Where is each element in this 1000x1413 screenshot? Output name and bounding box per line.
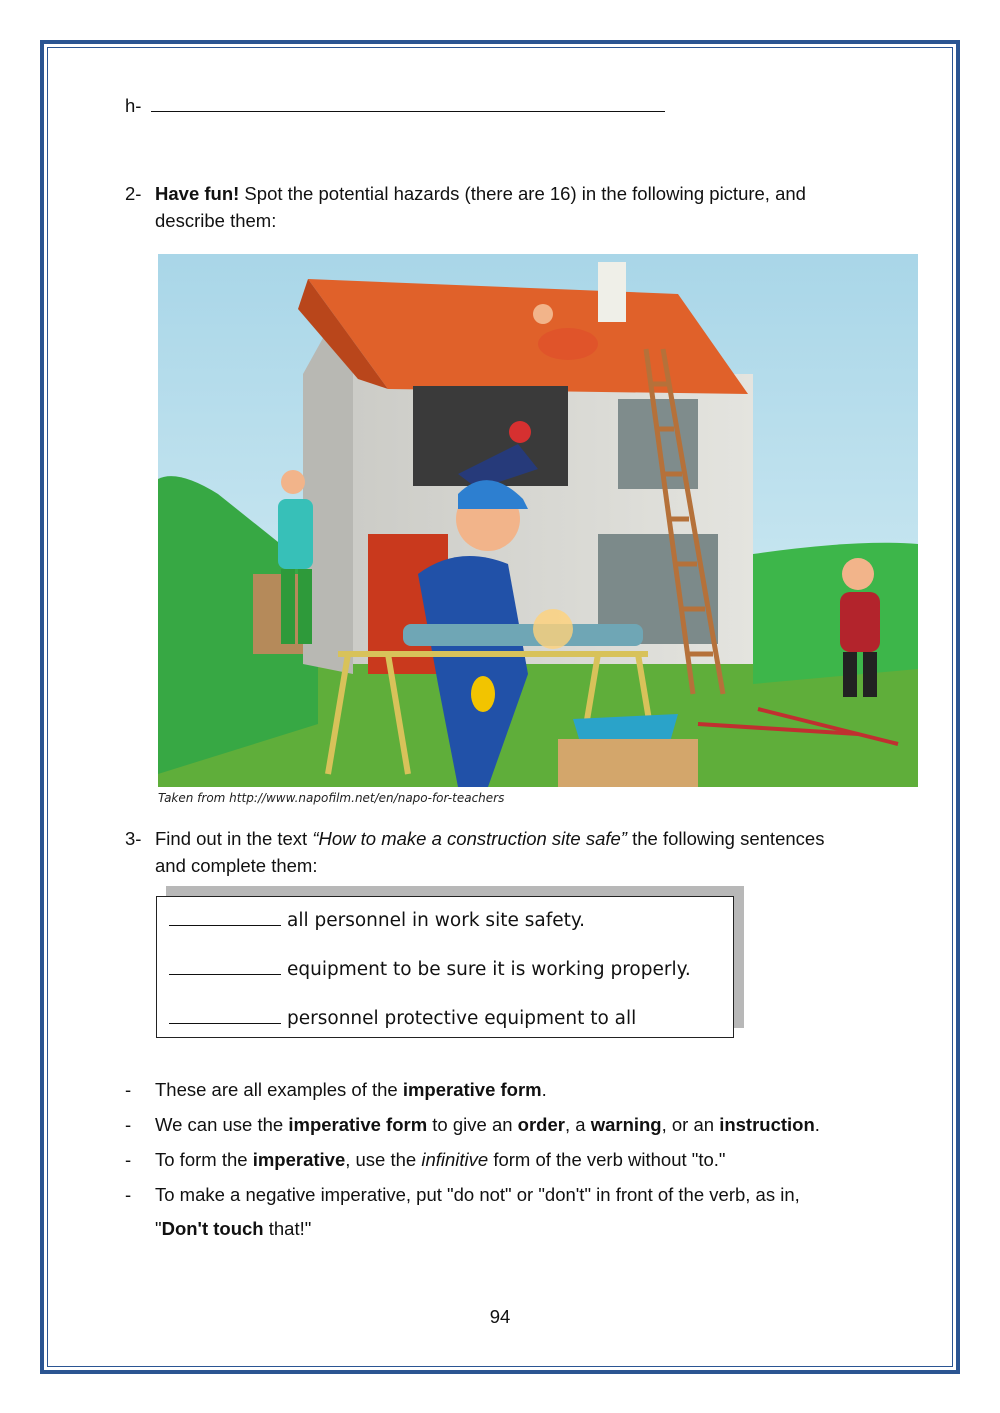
hedge-right bbox=[753, 543, 918, 684]
bullet-dash-4: - bbox=[125, 1184, 132, 1205]
question-3-line-2: and complete them: bbox=[155, 855, 318, 876]
bullet-3-pre: To form the bbox=[155, 1149, 253, 1170]
bullet-2-bold-4: instruction bbox=[719, 1114, 815, 1135]
cardboard-box bbox=[558, 739, 698, 787]
answer-blank-h[interactable] bbox=[151, 93, 665, 112]
bullet-4-post: that!" bbox=[263, 1218, 312, 1239]
sentence-3 bbox=[169, 1005, 636, 1029]
bullet-3-mid: , use the bbox=[345, 1149, 422, 1170]
bullet-dash-1: - bbox=[125, 1079, 132, 1100]
sentence-1 bbox=[169, 907, 585, 931]
image-caption: Taken from http://www.napofilm.net/en/napo-for-teachers bbox=[158, 791, 505, 805]
bullet-dash-3: - bbox=[125, 1149, 132, 1170]
bullet-2-mid-1: to give an bbox=[427, 1114, 518, 1135]
hazard-illustration bbox=[158, 254, 918, 787]
bullet-3-post: form of the verb without "to." bbox=[488, 1149, 726, 1170]
page-number: 94 bbox=[489, 1306, 511, 1327]
question-3-italic: “How to make a construction site safe” bbox=[312, 828, 627, 849]
bullet-2-bold-3: warning bbox=[590, 1114, 662, 1135]
sentence-1-text: all personnel in work site safety. bbox=[287, 910, 586, 931]
answer-line-h bbox=[125, 92, 665, 119]
bullet-3-bold: imperative bbox=[252, 1149, 346, 1170]
pipe bbox=[403, 624, 643, 646]
sentence-1-blank[interactable] bbox=[169, 907, 281, 926]
bullet-2 bbox=[155, 1111, 925, 1138]
sentence-2-blank[interactable] bbox=[169, 956, 281, 975]
question-2-number: 2- bbox=[125, 183, 142, 204]
question-3-number: 3- bbox=[125, 828, 142, 849]
bullet-3-italic: infinitive bbox=[421, 1149, 489, 1170]
bullet-4-line-1: To make a negative imperative, put "do not" or "don't" in front of the verb, as in, bbox=[155, 1184, 800, 1205]
sentence-3-text: personnel protective equipment to all bbox=[287, 1008, 637, 1029]
bullet-2-pre: We can use the bbox=[155, 1114, 289, 1135]
bullet-4-bold: Don't touch bbox=[161, 1218, 264, 1239]
question-3-pre: Find out in the text bbox=[155, 828, 313, 849]
bullet-3 bbox=[155, 1146, 925, 1173]
bullet-4-pre: " bbox=[155, 1218, 162, 1239]
question-3-post: the following sentences bbox=[626, 828, 825, 849]
answer-label-h: h- bbox=[125, 95, 142, 116]
question-2-line-2: describe them: bbox=[155, 210, 277, 231]
sentence-2-text: equipment to be sure it is working properly. bbox=[287, 959, 691, 980]
question-2-bold: Have fun! bbox=[155, 183, 240, 204]
bullet-1-pre: These are all examples of the bbox=[155, 1079, 403, 1100]
sentence-box bbox=[156, 896, 734, 1038]
question-2-line-1 bbox=[155, 180, 915, 207]
bullet-2-mid-2: , a bbox=[564, 1114, 591, 1135]
bullet-2-bold-1: imperative form bbox=[288, 1114, 428, 1135]
bullet-1-bold: imperative form bbox=[402, 1079, 542, 1100]
bullet-2-post: . bbox=[814, 1114, 820, 1135]
bullet-4-line-2 bbox=[155, 1215, 925, 1242]
bullet-dash-2: - bbox=[125, 1114, 132, 1135]
bullet-1-post: . bbox=[541, 1079, 547, 1100]
sentence-3-blank[interactable] bbox=[169, 1005, 281, 1024]
question-2-text: Spot the potential hazards (there are 16) in the following picture, and bbox=[239, 183, 806, 204]
sparks bbox=[533, 609, 573, 649]
sentence-2 bbox=[169, 956, 691, 980]
bullet-2-bold-2: order bbox=[517, 1114, 565, 1135]
question-3-line-1 bbox=[155, 825, 915, 852]
chimney bbox=[598, 262, 626, 322]
bullet-2-mid-3: , or an bbox=[661, 1114, 720, 1135]
bullet-1 bbox=[155, 1076, 925, 1103]
